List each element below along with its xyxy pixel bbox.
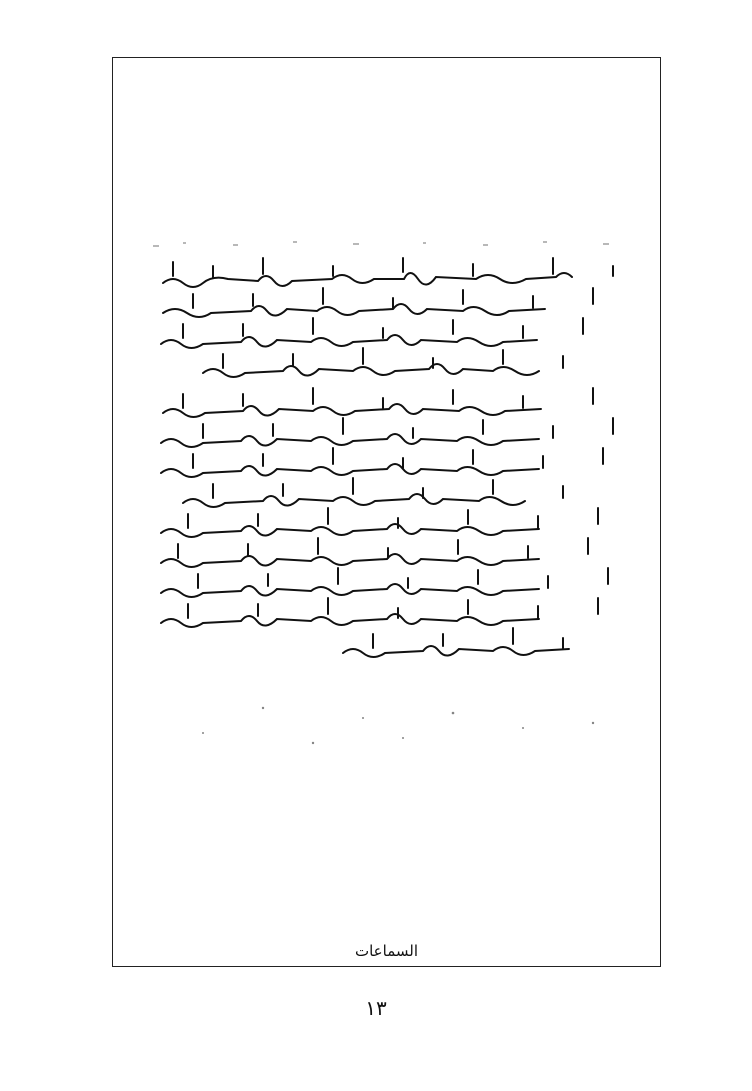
handwritten-manuscript-image <box>143 238 643 748</box>
page-number: ١٣ <box>365 996 387 1020</box>
manuscript-scribbles <box>143 238 643 748</box>
page-caption: السماعات <box>354 942 418 960</box>
page-frame <box>112 57 661 967</box>
